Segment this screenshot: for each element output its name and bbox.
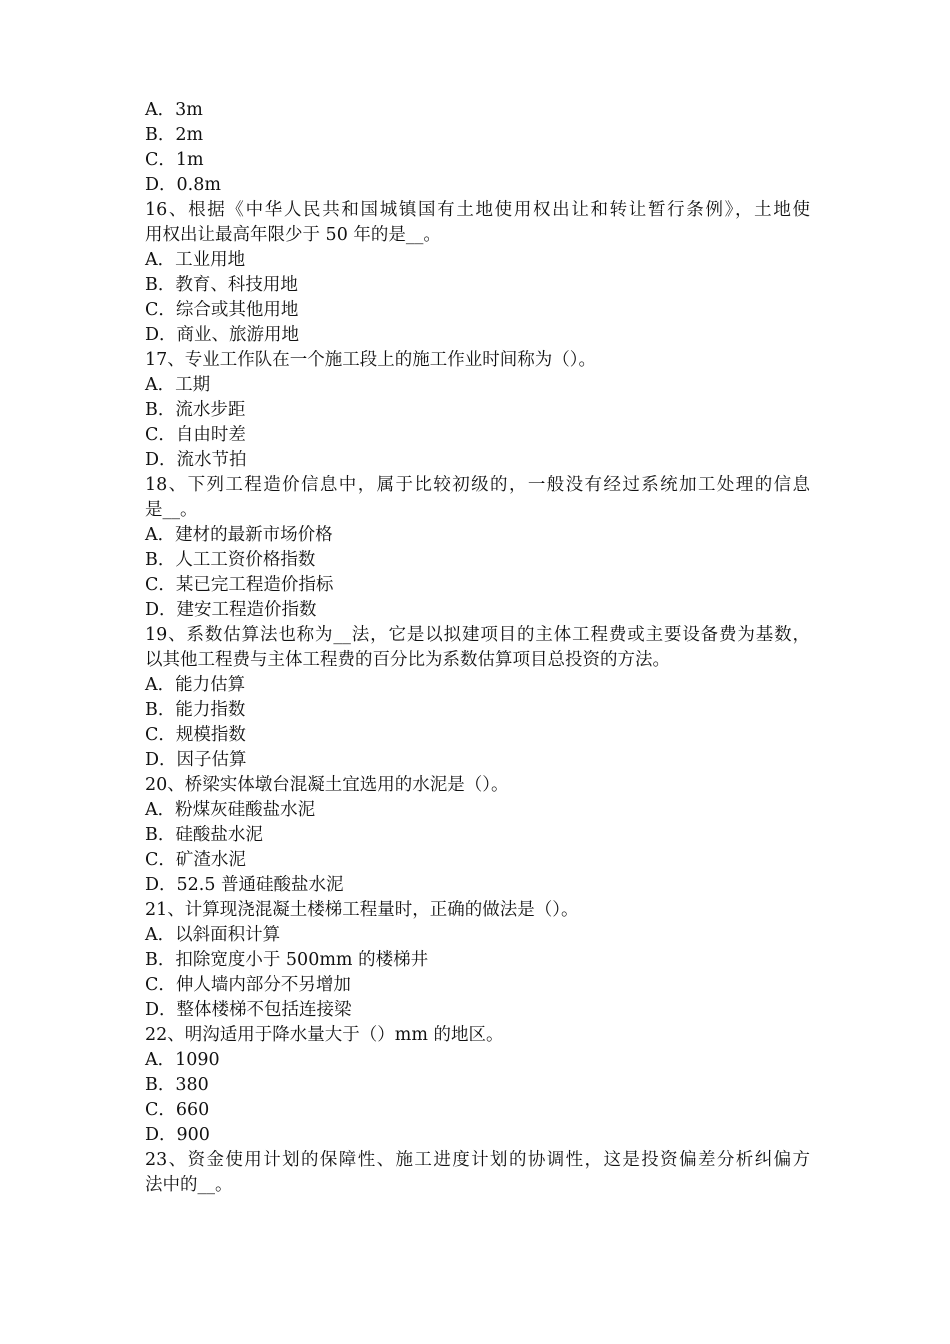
- question: [145, 1023, 810, 1048]
- answer-option: A．以斜面积计算: [145, 925, 281, 945]
- answer-option: B．教育、科技用地: [145, 275, 298, 295]
- answer-option: C．规模指数: [145, 725, 246, 745]
- question: [145, 898, 810, 923]
- question-text-line: 17、专业工作队在一个施工段上的施工作业时间称为（）。: [145, 350, 597, 370]
- answer-option: A．1090: [145, 1050, 220, 1070]
- answer-option: D．因子估算: [145, 750, 247, 770]
- answer-option: D．整体楼梯不包括连接梁: [145, 1000, 352, 1020]
- question: [145, 1148, 810, 1198]
- answer-option: B．2m: [145, 125, 204, 145]
- answer-option: A．建材的最新市场价格: [145, 525, 333, 545]
- question: [145, 473, 810, 523]
- answer-option: A．工期: [145, 375, 211, 395]
- answer-option: C．伸人墙内部分不另增加: [145, 975, 351, 995]
- question-text-line: 以其他工程费与主体工程费的百分比为系数估算项目总投资的方法。: [145, 650, 670, 670]
- answer-option: C．1m: [145, 150, 204, 170]
- answer-option: A．3m: [145, 100, 203, 120]
- question: [145, 198, 810, 248]
- answer-option: D．900: [145, 1125, 210, 1145]
- answer-option: B．人工工资价格指数: [145, 550, 316, 570]
- question: [145, 773, 810, 798]
- question-text-line: 23、资金使用计划的保障性、施工进度计划的协调性，这是投资偏差分析纠偏方: [145, 1150, 810, 1170]
- answer-option: C．自由时差: [145, 425, 246, 445]
- question-text-line: 22、明沟适用于降水量大于（）mm 的地区。: [145, 1025, 504, 1045]
- answer-option: D．建安工程造价指数: [145, 600, 317, 620]
- question: [145, 348, 810, 373]
- answer-option: B．扣除宽度小于 500mm 的楼梯井: [145, 950, 429, 970]
- answer-option: C．某已完工程造价指标: [145, 575, 334, 595]
- answer-option: C．660: [145, 1100, 210, 1120]
- answer-option: A．粉煤灰硅酸盐水泥: [145, 800, 316, 820]
- answer-option: B．硅酸盐水泥: [145, 825, 263, 845]
- answer-option: B．380: [145, 1075, 209, 1095]
- answer-option: D．商业、旅游用地: [145, 325, 300, 345]
- answer-option: D．0.8m: [145, 175, 221, 195]
- question: [145, 623, 810, 673]
- answer-option: A．能力估算: [145, 675, 246, 695]
- question-text-line: 19、系数估算法也称为__法，它是以拟建项目的主体工程费或主要设备费为基数，: [145, 625, 810, 645]
- answer-option: A．工业用地: [145, 250, 246, 270]
- answer-option: D．52.5 普通硅酸盐水泥: [145, 875, 344, 895]
- answer-option: C．综合或其他用地: [145, 300, 299, 320]
- document-body: [145, 98, 810, 1198]
- answer-option: B．流水步距: [145, 400, 246, 420]
- answer-option: D．流水节拍: [145, 450, 247, 470]
- question-text-line: 是__。: [145, 500, 198, 520]
- question-text-line: 法中的__。: [145, 1175, 233, 1195]
- question-text-line: 21、计算现浇混凝土楼梯工程量时，正确的做法是（）。: [145, 900, 579, 920]
- question-text-line: 18、下列工程造价信息中，属于比较初级的，一般没有经过系统加工处理的信息: [145, 475, 810, 495]
- answer-option: C．矿渣水泥: [145, 850, 246, 870]
- question-text-line: 20、桥梁实体墩台混凝土宜选用的水泥是（）。: [145, 775, 509, 795]
- question-text-line: 用权出让最高年限少于 50 年的是__。: [145, 225, 441, 245]
- question-text-line: 16、根据《中华人民共和国城镇国有土地使用权出让和转让暂行条例》，土地使: [145, 200, 810, 220]
- answer-option: B．能力指数: [145, 700, 246, 720]
